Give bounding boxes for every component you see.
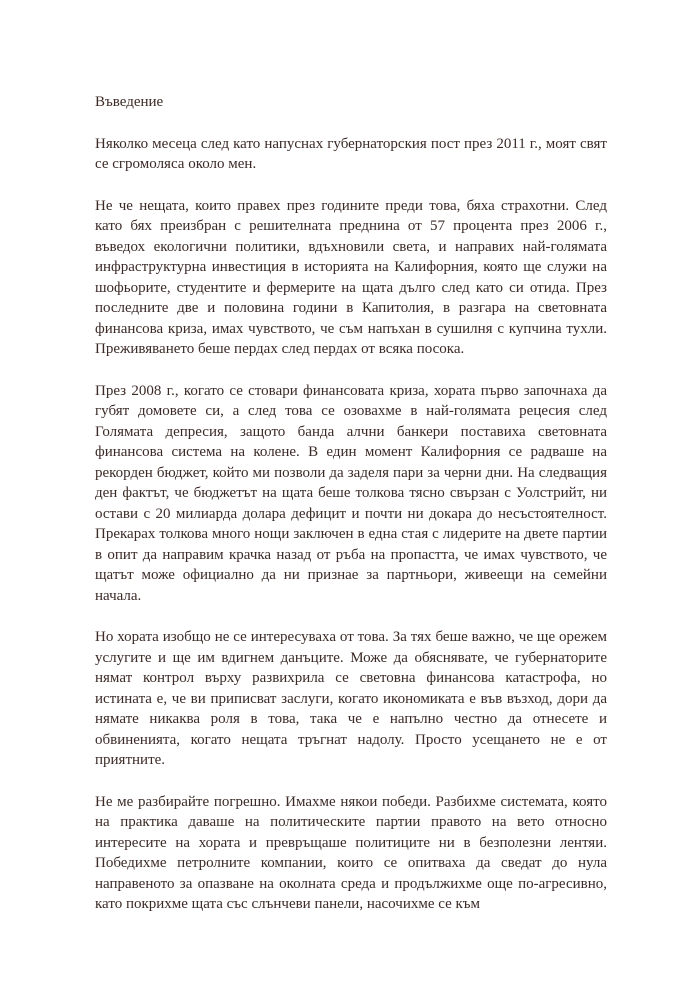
- paragraph-4: Но хората изобщо не се интересуваха от това. За тях беше важно, че ще орежем услугите и ще им вдигнем данъците. Може да обяснявате, че губернаторите нямат контрол върху развихрила се световна финансова катастрофа, но истината е, че ви приписват заслуги, когато икономиката е във възход, дори да нямате никаква роля в това, така че е напълно честно да отнесете и обвиненията, когато нещата тръгнат надолу. Просто усещането не е от приятните.: [95, 629, 607, 768]
- paragraph-5: Не ме разбирайте погрешно. Имахме някои победи. Разбихме системата, която на практика даваше на политическите партии правото на вето относно интересите на хората и превръщаше политиците ни в безполезни лентяи. Победихме петролните компании, които се опитваха да сведат до нула направеното за опазване на околната среда и продължихме още по-агресивно, като покрихме щата със слънчеви панели, насочихме се към: [95, 793, 607, 912]
- paragraph-3: През 2008 г., когато се стовари финансовата криза, хората първо започнаха да губят домовете си, а след това се озовахме в най-голямата рецесия след Голямата депресия, защото банда алчни банкери поставиха световната финансова система на колене. В един момент Калифорния се радваше на рекорден бюджет, който ми позволи да заделя пари за черни дни. На следващия ден фактът, че бюджетът на щата беше толкова тясно свързан с Уолстрийт, ни остави с 20 милиарда долара дефицит и почти ни докара до несъстоятелност. Прекарах толкова много нощи заключен в една стая с лидерите на двете партии в опит да направим крачка назад от ръба на пропастта, че имах чувството, че щатът може официално да ни признае за партньори, живеещи на семейни начала.: [95, 382, 607, 604]
- document-body: [95, 92, 607, 936]
- section-heading: Въведение: [95, 94, 164, 110]
- paragraph-2: Не че нещата, които правех през годините преди това, бяха страхотни. След като бях преизбран с решителната преднина от 57 процента през 2006 г., въведох екологични политики, вдъхновили света, и направих най-голямата инфраструктурна инвестиция в историята на Калифорния, която ще служи на шофьорите, студентите и фермерите на щата дълго след като си отида. През последните две и половина години в Капитолия, в разгара на световната финансова криза, имах чувството, че съм напъхан в сушилня с купчина тухли. Преживяването беше пердах след пердах от всяка посока.: [95, 197, 607, 357]
- paragraph-1: Няколко месеца след като напуснах губернаторския пост през 2011 г., моят свят се сгромоляса около мен.: [95, 135, 607, 172]
